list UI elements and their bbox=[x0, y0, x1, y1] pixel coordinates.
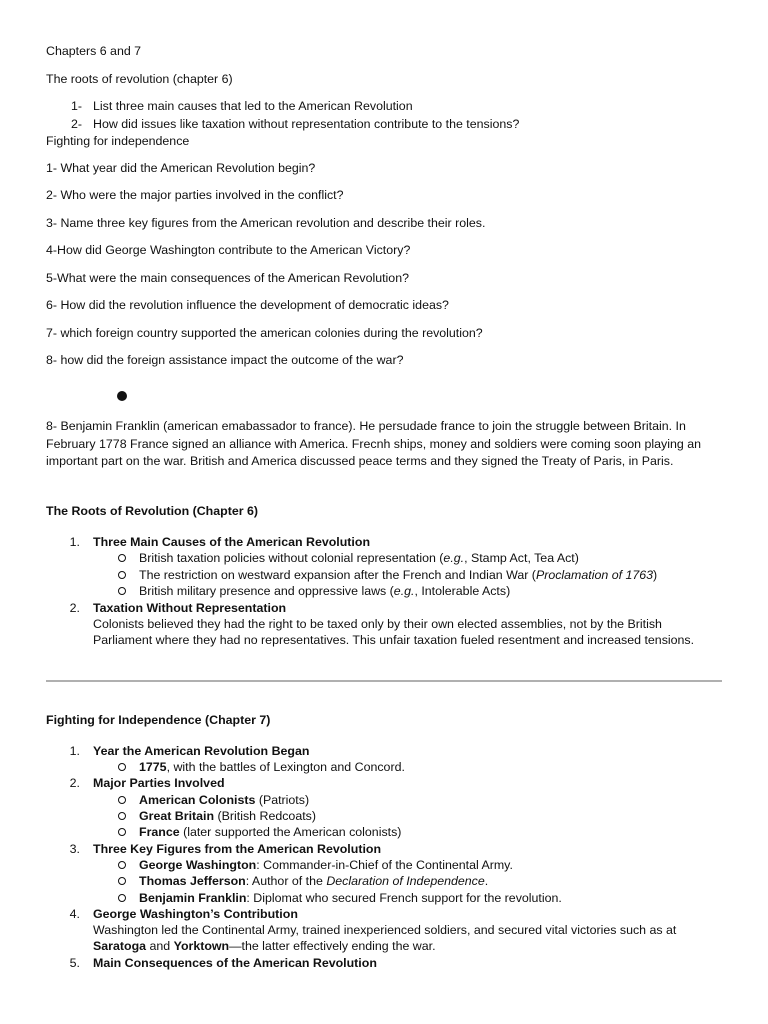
bullet-circle bbox=[118, 763, 126, 771]
bullet-circle bbox=[118, 812, 126, 820]
list-number: 2. bbox=[69, 776, 80, 790]
roots-question-number: 2- bbox=[70, 117, 82, 131]
fighting-title: Fighting for independence bbox=[46, 134, 190, 148]
list-item-title: Taxation Without Representation bbox=[93, 601, 287, 615]
list-number: 3. bbox=[69, 842, 80, 856]
bullet-circle bbox=[118, 894, 126, 902]
bullet-circle bbox=[118, 877, 126, 885]
washington-paragraph-line: Saratoga and Yorktown—the latter effectively ending the war. bbox=[93, 939, 436, 953]
roots-question: List three main causes that led to the American Revolution bbox=[93, 99, 413, 113]
cause-item: British military presence and oppressive laws (e.g., Intolerable Acts) bbox=[139, 584, 511, 598]
bullet-circle bbox=[118, 587, 126, 595]
list-number: 5. bbox=[69, 956, 80, 970]
list-number: 2. bbox=[69, 601, 80, 615]
fighting-question: 5-What were the main consequences of the American Revolution? bbox=[46, 271, 409, 285]
list-number: 4. bbox=[69, 907, 80, 921]
fighting-question: 3- Name three key figures from the American revolution and describe their roles. bbox=[46, 216, 486, 230]
fighting-question: 7- which foreign country supported the american colonies during the revolution? bbox=[46, 326, 483, 340]
list-item-title: Three Key Figures from the American Revolution bbox=[93, 842, 382, 856]
bullet-circle bbox=[118, 796, 126, 804]
section-fighting-title: Fighting for Independence (Chapter 7) bbox=[46, 713, 271, 727]
figure-item: George Washington: Commander-in-Chief of the Continental Army. bbox=[139, 858, 513, 872]
section-roots-title: The Roots of Revolution (Chapter 6) bbox=[46, 504, 259, 518]
list-item-title: Major Parties Involved bbox=[93, 776, 225, 790]
answer-8-paragraph: 8- Benjamin Franklin (american emabassador to france). He persudade france to join the struggle between Britain. In February 1778 France signed an alliance with America. Frecnh ships, money and soldiers were coming soon playing an important part on the war. British and America discussed peace terms and they signed the Treaty of Paris, in Paris. bbox=[46, 419, 701, 468]
list-number: 1. bbox=[69, 744, 80, 758]
fighting-question: 8- how did the foreign assistance impact the outcome of the war? bbox=[46, 353, 404, 367]
list-item-title: George Washington’s Contribution bbox=[93, 907, 298, 921]
list-item-title: Main Consequences of the American Revolution bbox=[93, 956, 377, 970]
cause-item: British taxation policies without colonial representation (e.g., Stamp Act, Tea Act) bbox=[139, 551, 579, 565]
bullet-circle bbox=[118, 828, 126, 836]
bullet-circle bbox=[118, 554, 126, 562]
fighting-question: 6- How did the revolution influence the development of democratic ideas? bbox=[46, 298, 449, 312]
document-heading: Chapters 6 and 7 bbox=[46, 44, 142, 58]
figure-item: Benjamin Franklin: Diplomat who secured French support for the revolution. bbox=[139, 891, 562, 905]
bullet-circle bbox=[118, 861, 126, 869]
list-item-title: Year the American Revolution Began bbox=[93, 744, 310, 758]
taxation-paragraph: Colonists believed they had the right to be taxed only by their own elected assemblies, not by the British Parliament where they had no representatives. This unfair taxation fueled resentment and increased tensions. bbox=[93, 617, 695, 647]
fighting-question: 2- Who were the major parties involved in the conflict? bbox=[46, 188, 344, 202]
party-item: Great Britain (British Redcoats) bbox=[139, 809, 316, 823]
bullet-dot bbox=[117, 391, 127, 401]
washington-paragraph-line: Washington led the Continental Army, trained inexperienced soldiers, and secured vital victories such as at bbox=[93, 923, 677, 937]
list-item-title: Three Main Causes of the American Revolution bbox=[93, 535, 371, 549]
party-item: France (later supported the American colonists) bbox=[139, 825, 402, 839]
divider bbox=[46, 680, 722, 682]
roots-question-number: 1- bbox=[70, 99, 82, 113]
bullet-circle bbox=[118, 571, 126, 579]
roots-title: The roots of revolution (chapter 6) bbox=[46, 72, 233, 86]
fighting-question: 4-How did George Washington contribute to the American Victory? bbox=[46, 243, 411, 257]
party-item: American Colonists (Patriots) bbox=[139, 793, 310, 807]
list-number: 1. bbox=[69, 535, 80, 549]
roots-question: How did issues like taxation without representation contribute to the tensions? bbox=[93, 117, 520, 131]
cause-item: The restriction on westward expansion after the French and Indian War (Proclamation of 1763) bbox=[139, 568, 658, 582]
year-item: 1775, with the battles of Lexington and Concord. bbox=[139, 760, 405, 774]
figure-item: Thomas Jefferson: Author of the Declaration of Independence. bbox=[139, 874, 489, 888]
fighting-question: 1- What year did the American Revolution begin? bbox=[46, 161, 316, 175]
